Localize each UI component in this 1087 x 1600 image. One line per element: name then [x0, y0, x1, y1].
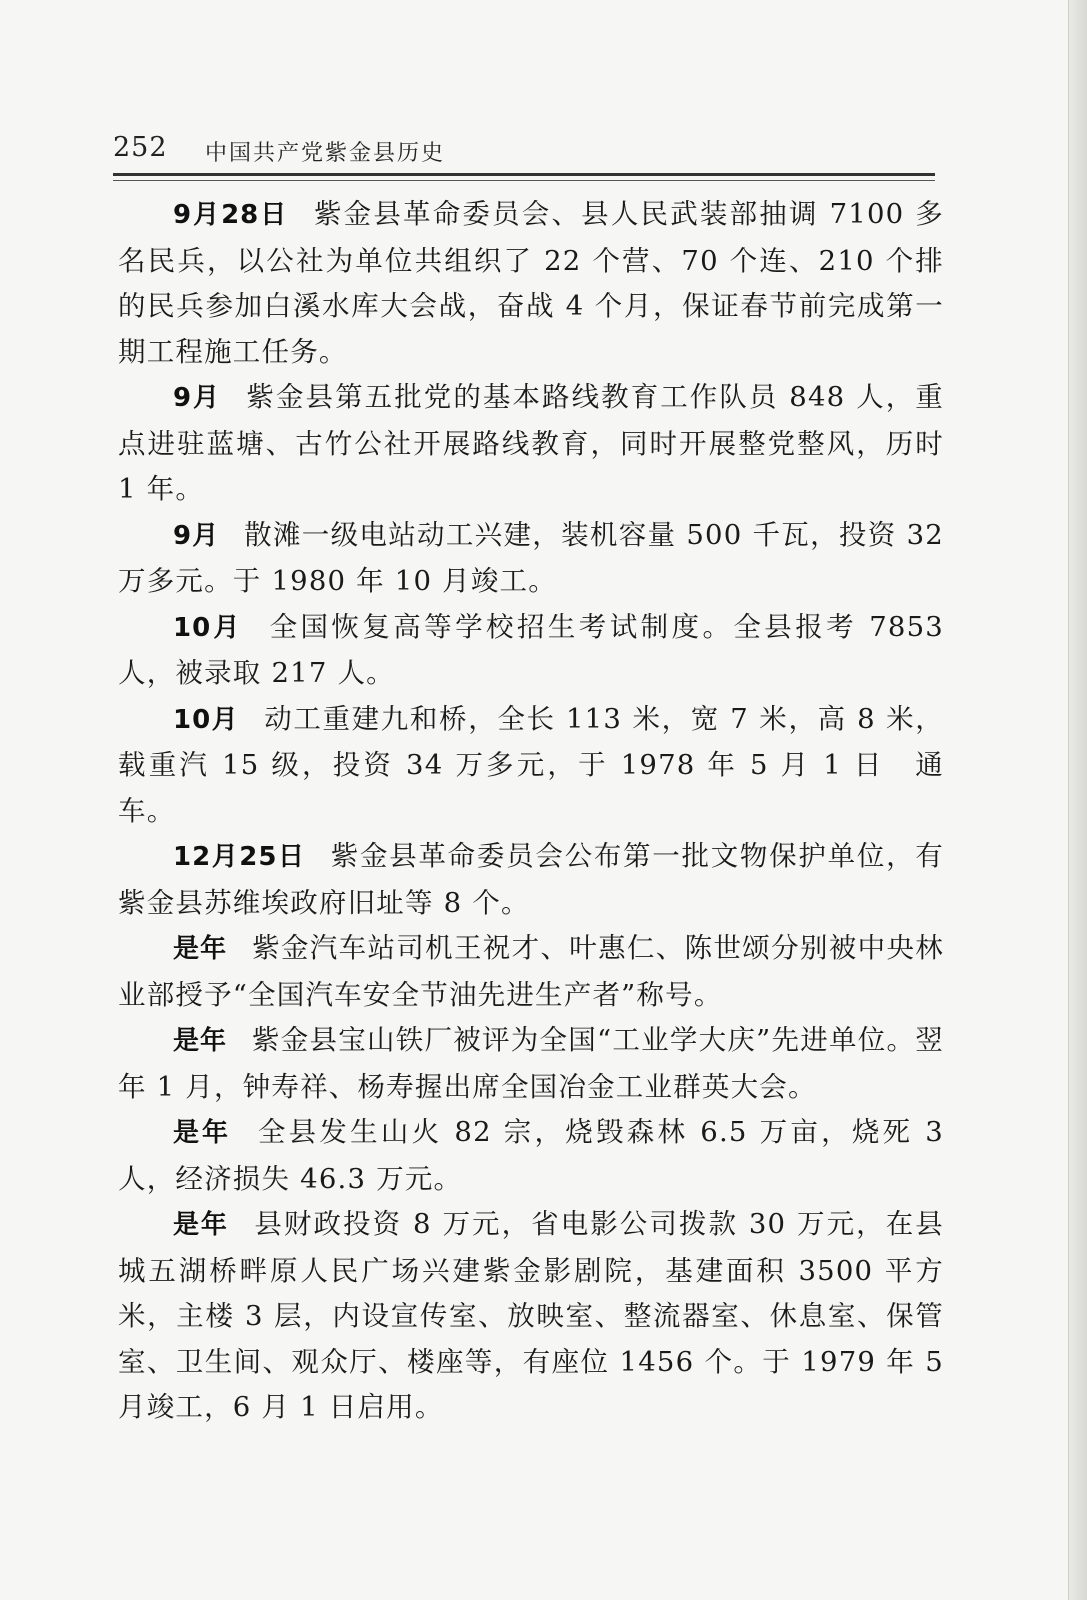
entry-date: 是年 [173, 1026, 228, 1056]
entry-text: 紫金县第五批党的基本路线教育工作队员 848 人，重点进驻蓝塘、古竹公社开展路线教育，同时开展整党整风，历时 1 年。 [118, 381, 944, 505]
entry-date: 12月25日 [173, 842, 306, 872]
entry-text: 紫金县革命委员会公布第一批文物保护单位，有紫金县苏维埃政府旧址等 8 个。 [118, 840, 944, 919]
chronicle-entry [118, 375, 944, 513]
page-edge [1068, 0, 1087, 1600]
chronicle-body [118, 192, 944, 1431]
entry-date: 10月 [173, 612, 243, 643]
header-rule-thin [113, 180, 935, 181]
chronicle-entry [118, 1110, 944, 1202]
entry-text: 紫金县宝山铁厂被评为全国“工业学大庆”先进单位。翌年 1 月，钟寿祥、杨寿握出席全国冶金工业群英大会。 [118, 1024, 944, 1103]
entry-text: 全县发生山火 82 宗，烧毁森林 6.5 万亩，烧死 3 人，经济损失 46.3 万元。 [118, 1116, 944, 1195]
chronicle-entry [118, 605, 944, 697]
entry-date: 是年 [173, 1210, 229, 1240]
page-header [113, 128, 933, 178]
chronicle-entry [118, 1018, 944, 1110]
chronicle-entry [118, 192, 944, 375]
entry-date: 9月 [173, 520, 220, 551]
entry-date: 9月28日 [173, 200, 289, 230]
running-title: 中国共产党紫金县历史 [205, 141, 446, 166]
entry-text: 动工重建九和桥，全长 113 米，宽 7 米，高 8 米，载重汽 15 级，投资 34 万多元，于 1978 年 5 月 1 日 通车。 [118, 702, 944, 827]
entry-date: 是年 [173, 934, 228, 964]
entry-date: 10月 [173, 704, 240, 735]
entry-text: 紫金汽车站司机王祝才、叶惠仁、陈世颂分别被中央林业部授予“全国汽车安全节油先进生产者”称号。 [118, 932, 944, 1011]
page-number: 252 [113, 132, 168, 163]
chronicle-entry [118, 1202, 944, 1431]
chronicle-entry [118, 834, 944, 926]
entry-text: 散滩一级电站动工兴建，装机容量 500 千瓦，投资 32 万多元。于 1980 年 10 月竣工。 [118, 518, 944, 597]
entry-date: 9月 [173, 383, 221, 413]
entry-date: 是年 [173, 1118, 232, 1148]
entry-text: 县财政投资 8 万元，省电影公司拨款 30 万元，在县城五湖桥畔原人民广场兴建紫金影剧院，基建面积 3500 平方米，主楼 3 层，内设宣传室、放映室、整流器室、休息室、保管室、卫生间、观众厅、楼座等，有座位 1456 个。于 1979 年 5 月竣工，6 月 1 日启用。 [118, 1208, 944, 1423]
entry-text: 全国恢复高等学校招生考试制度。全县报考 7853 人，被录取 217 人。 [118, 610, 944, 689]
chronicle-entry [118, 926, 944, 1018]
chronicle-entry [118, 697, 944, 835]
header-rule-thick [113, 173, 935, 176]
entry-text: 紫金县革命委员会、县人民武装部抽调 7100 多名民兵，以公社为单位共组织了 22 个营、70 个连、210 个排的民兵参加白溪水库大会战，奋战 4 个月，保证春节前完成第一期工程施工任务。 [118, 198, 944, 368]
chronicle-entry [118, 513, 944, 605]
